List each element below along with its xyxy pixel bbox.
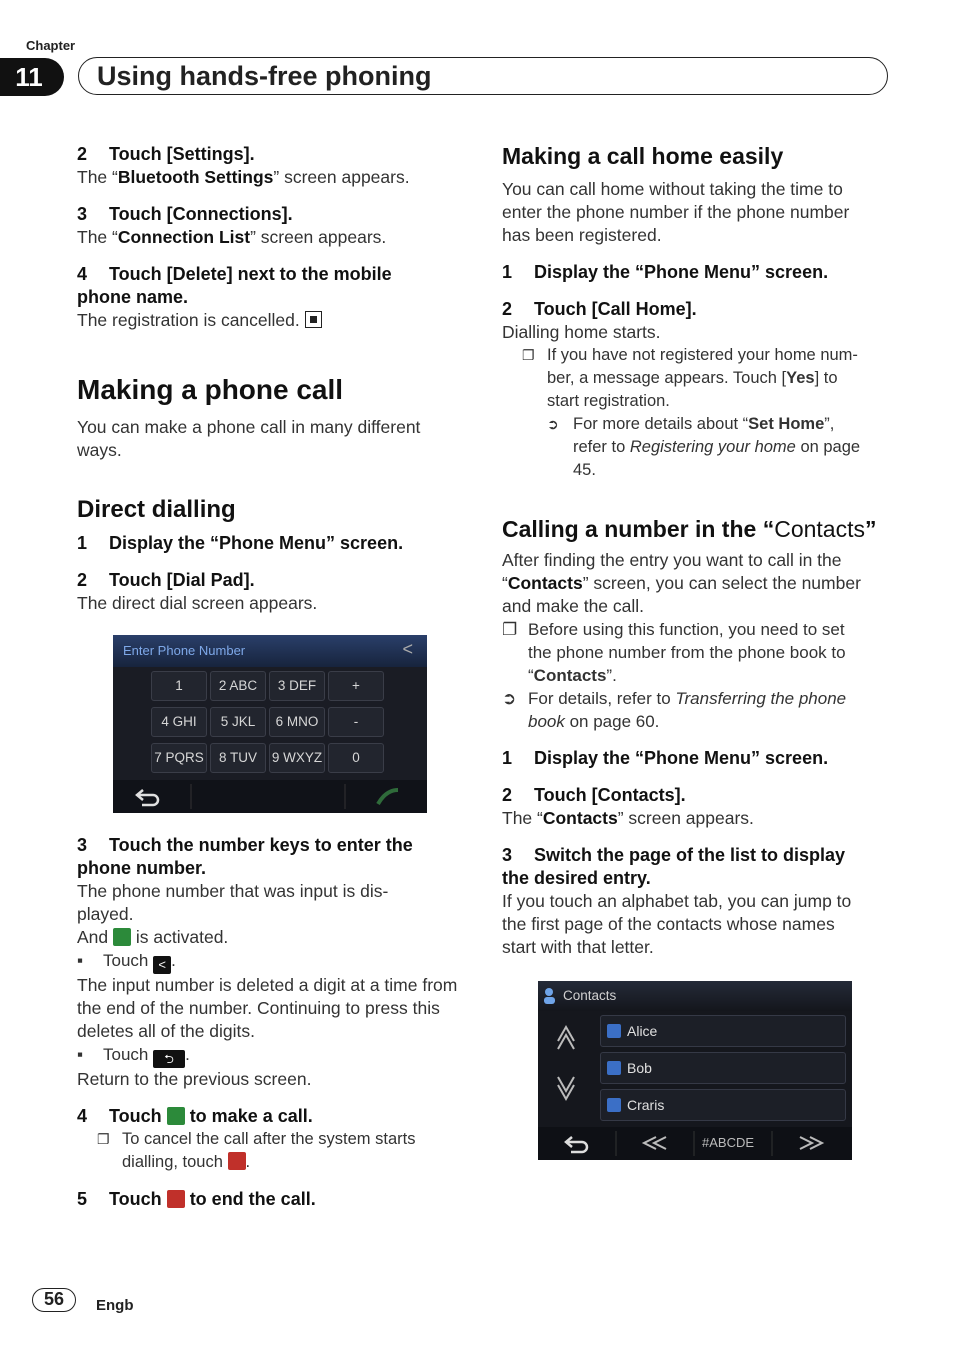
chapter-label: Chapter: [26, 38, 76, 53]
chapter-number: 11: [0, 58, 64, 96]
key-0[interactable]: 0: [328, 743, 384, 773]
key-1[interactable]: 1: [151, 671, 207, 701]
number-keys-desc-2: played.: [77, 904, 134, 924]
delete-desc-1: The input number is deleted a digit at a time from: [77, 975, 458, 995]
switch-page-desc-2: the first page of the contacts whose names: [502, 914, 835, 934]
step-switch-page-cont: the desired entry.: [502, 868, 651, 888]
back-icon: ⮌: [153, 1050, 185, 1068]
language-code: Engb: [96, 1297, 134, 1314]
call-icon[interactable]: [378, 790, 398, 804]
contact-row[interactable]: Alice: [600, 1015, 846, 1047]
ref-contacts-2: book on page 60.: [528, 712, 660, 731]
note-contacts-1: ❐ Before using this function, you need to set: [502, 620, 845, 639]
step-display-phone-menu-r: 1 Display the “Phone Menu” screen.: [502, 262, 829, 282]
next-tab-icon[interactable]: [800, 1137, 822, 1149]
key-6[interactable]: 6 MNO: [269, 707, 325, 737]
step-make-call: 4 Touch to make a call.: [77, 1106, 313, 1126]
delete-desc-2: the end of the number. Continuing to press this: [77, 998, 440, 1018]
back-icon[interactable]: [137, 790, 158, 805]
contacts-header: [538, 981, 852, 1011]
dial-pad-title: Enter Phone Number: [123, 643, 246, 658]
contacts-intro-3: and make the call.: [502, 596, 645, 616]
scroll-down-icon[interactable]: [558, 1077, 574, 1099]
home-intro-1: You can call home without taking the time to: [502, 179, 843, 199]
contact-icon: [607, 1098, 621, 1112]
step-end-call: 5 Touch to end the call.: [77, 1189, 316, 1209]
ref-home-3: 45.: [573, 461, 596, 479]
key-plus[interactable]: +: [328, 671, 384, 701]
contact-row[interactable]: Bob: [600, 1052, 846, 1084]
bullet-touch-back: ▪ Touch ⮌ .: [77, 1045, 190, 1066]
phone-intro-2: ways.: [77, 440, 122, 460]
note-home-1: ❐ If you have not registered your home num-: [522, 346, 858, 364]
contacts-intro-2: “Contacts” screen, you can select the number: [502, 573, 861, 593]
note-contacts-3: “Contacts”.: [528, 666, 617, 685]
step-delete: 4 Touch [Delete] next to the mobile: [77, 264, 392, 284]
back-icon[interactable]: [566, 1137, 587, 1152]
green-call-icon: [167, 1107, 185, 1125]
page-number: 56: [32, 1288, 76, 1312]
call-home-desc: Dialling home starts.: [502, 322, 661, 342]
red-hangup-icon: [228, 1152, 246, 1170]
note-home-2: ber, a message appears. Touch [Yes] to: [547, 369, 838, 387]
step-delete-cont: phone name.: [77, 287, 189, 307]
step-call-home: 2 Touch [Call Home].: [502, 299, 697, 319]
end-mark-icon: [305, 311, 322, 328]
step-connections: 3 Touch [Connections].: [77, 204, 293, 224]
step-switch-page: 3 Switch the page of the list to display: [502, 845, 846, 865]
call-activated-line: And is activated.: [77, 927, 229, 947]
step-dial-pad-desc: The direct dial screen appears.: [77, 593, 318, 613]
key-5[interactable]: 5 JKL: [210, 707, 266, 737]
key-4[interactable]: 4 GHI: [151, 707, 207, 737]
backspace-icon: <: [153, 956, 171, 974]
red-hangup-icon: [167, 1190, 185, 1208]
backspace-icon[interactable]: <: [402, 639, 413, 659]
left-column: [77, 143, 472, 615]
switch-page-desc-1: If you touch an alphabet tab, you can jump to: [502, 891, 852, 911]
green-call-icon: [113, 928, 131, 946]
section-making-phone-call: Making a phone call: [77, 374, 344, 405]
ref-home-1: ➲ For more details about “Set Home”,: [547, 415, 835, 433]
step-settings-desc: The “Bluetooth Settings” screen appears.: [77, 167, 410, 187]
dial-pad-footer: [113, 780, 427, 813]
key-2[interactable]: 2 ABC: [210, 671, 266, 701]
contacts-footer: [538, 1127, 852, 1160]
key-7[interactable]: 7 PQRS: [151, 743, 207, 773]
key-9[interactable]: 9 WXYZ: [269, 743, 325, 773]
note-contacts-2: the phone number from the phone book to: [528, 643, 846, 662]
key-minus[interactable]: -: [328, 707, 384, 737]
right-column: [502, 143, 902, 959]
delete-desc-3: deletes all of the digits.: [77, 1021, 256, 1041]
ref-contacts-1: ➲ For details, refer to Transferring the phone: [502, 689, 847, 708]
key-3[interactable]: 3 DEF: [269, 671, 325, 701]
step-settings: 2 Touch [Settings].: [77, 144, 255, 164]
switch-page-desc-3: start with that letter.: [502, 937, 654, 957]
left-column-lower: [77, 834, 472, 1211]
chapter-title: Using hands-free phoning: [78, 57, 888, 95]
contacts-icon: [542, 986, 562, 1006]
contacts-title: Contacts: [563, 988, 617, 1003]
step-dial-pad: 2 Touch [Dial Pad].: [77, 570, 255, 590]
step-number-keys: 3 Touch the number keys to enter the: [77, 835, 413, 855]
ref-home-2: refer to Registering your home on page: [573, 438, 861, 456]
section-direct-dialling: Direct dialling: [77, 496, 236, 523]
step-display-phone-menu: 1 Display the “Phone Menu” screen.: [77, 533, 404, 553]
key-8[interactable]: 8 TUV: [210, 743, 266, 773]
scroll-up-icon[interactable]: [558, 1027, 574, 1049]
dial-pad-header: [113, 635, 427, 667]
alphabet-tab[interactable]: #ABCDE: [702, 1135, 755, 1150]
note-cancel-call-1: ❐ To cancel the call after the system starts: [97, 1130, 416, 1148]
number-keys-desc-1: The phone number that was input is dis-: [77, 881, 389, 901]
step-display-phone-menu-c: 1 Display the “Phone Menu” screen.: [502, 748, 829, 768]
note-home-3: start registration.: [547, 392, 670, 410]
step-delete-desc: The registration is cancelled.: [77, 309, 472, 332]
section-calling-contacts: Calling a number in the “Contacts”: [502, 516, 877, 542]
contact-icon: [607, 1061, 621, 1075]
step-connections-desc: The “Connection List” screen appears.: [77, 227, 387, 247]
contacts-screen: [538, 981, 852, 1160]
home-intro-3: has been registered.: [502, 225, 662, 245]
phone-intro-1: You can make a phone call in many different: [77, 417, 421, 437]
home-intro-2: enter the phone number if the phone number: [502, 202, 850, 222]
section-call-home: Making a call home easily: [502, 143, 784, 169]
dial-pad-screen: [113, 635, 427, 813]
step-touch-contacts: 2 Touch [Contacts].: [502, 785, 686, 805]
note-cancel-call-2: dialling, touch .: [122, 1153, 251, 1171]
contact-row[interactable]: Craris: [600, 1089, 846, 1121]
contact-icon: [607, 1024, 621, 1038]
bullet-touch-delete: ▪ Touch < .: [77, 951, 176, 972]
back-desc: Return to the previous screen.: [77, 1069, 312, 1089]
contacts-intro-1: After finding the entry you want to call in the: [502, 550, 842, 570]
prev-tab-icon[interactable]: [644, 1137, 666, 1149]
touch-contacts-desc: The “Contacts” screen appears.: [502, 808, 754, 828]
step-number-keys-cont: phone number.: [77, 858, 207, 878]
